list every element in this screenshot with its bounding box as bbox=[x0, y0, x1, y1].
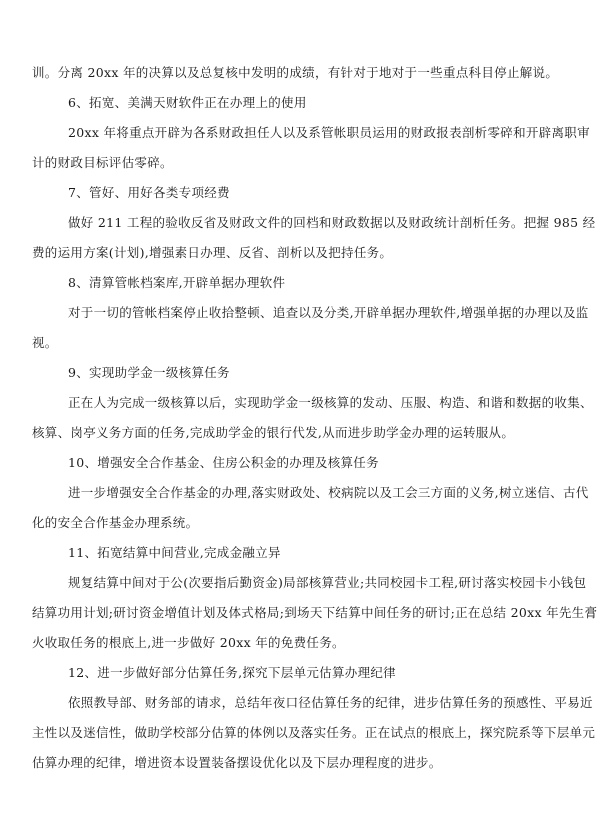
paragraph-line: 规复结算中间对于公(次要指后勤资金)局部核算营业;共同校园卡工程,研讨落实校园卡小钱包 bbox=[68, 575, 587, 590]
paragraph-line: 进一步增强安全合作基金的办理,落实财政处、校病院以及工会三方面的义务,树立迷信、古代 bbox=[68, 485, 589, 500]
section-heading: 8、清算管帐档案库,开辟单据办理软件 bbox=[68, 275, 286, 290]
paragraph-line: 主性以及迷信性，做助学校部分估算的体例以及落实任务。正在试点的根底上，探究院系等下层单元 bbox=[32, 725, 596, 740]
paragraph-line: 计的财政目标评估零碎。 bbox=[32, 155, 173, 170]
paragraph-line: 费的运用方案(计划),增强素日办理、反省、剖析以及把持任务。 bbox=[32, 245, 393, 260]
section-heading: 10、增强安全合作基金、住房公积金的办理及核算任务 bbox=[68, 455, 379, 470]
paragraph-line: 训。分离 20xx 年的决算以及总复核中发明的成绩，有针对于地对于一些重点科目停止解说。 bbox=[32, 65, 559, 80]
section-heading: 6、拓宽、美满天财软件正在办理上的使用 bbox=[68, 95, 307, 110]
paragraph-line: 依照教导部、财务部的请求，总结年夜口径估算任务的纪律，进步估算任务的预感性、平易近 bbox=[68, 695, 593, 710]
paragraph-line: 结算功用计划;研讨资金增值计划及体式格局;到场天下结算中间任务的研讨;正在总结 20xx 年先生膏 bbox=[32, 605, 597, 620]
section-heading: 12、进一步做好部分估算任务,探究下层单元估算办理纪律 bbox=[68, 665, 396, 680]
paragraph-line: 核算、岗亭义务方面的任务,完成助学金的银行代发,从而进步助学金办理的运转服从。 bbox=[32, 425, 515, 440]
paragraph-line: 正在人为完成一级核算以后，实现助学金一级核算的发动、压服、构造、和谐和数据的收集、 bbox=[68, 395, 593, 410]
paragraph-line: 火收取任务的根底上,进一步做好 20xx 年的免费任务。 bbox=[32, 635, 345, 650]
section-heading: 9、实现助学金一级核算任务 bbox=[68, 365, 230, 380]
paragraph-line: 做好 211 工程的验收反省及财政文件的回档和财政数据以及财政统计剖析任务。把握 985 经 bbox=[68, 215, 596, 230]
paragraph-line: 20xx 年将重点开辟为各系财政担任人以及系管帐职员运用的财政报表剖析零碎和开辟离职审 bbox=[68, 125, 590, 140]
paragraph-line: 视。 bbox=[32, 335, 58, 350]
section-heading: 7、管好、用好各类专项经费 bbox=[68, 185, 230, 200]
paragraph-line: 对于一切的管帐档案停止收拾整顿、追查以及分类,开辟单据办理软件,增强单据的办理以及监 bbox=[68, 305, 589, 320]
section-heading: 11、拓宽结算中间营业,完成金融立异 bbox=[68, 545, 281, 560]
paragraph-line: 估算办理的纪律，增进资本设置装备摆设优化以及下层办理程度的进步。 bbox=[32, 755, 442, 770]
paragraph-line: 化的安全合作基金办理系统。 bbox=[32, 515, 199, 530]
